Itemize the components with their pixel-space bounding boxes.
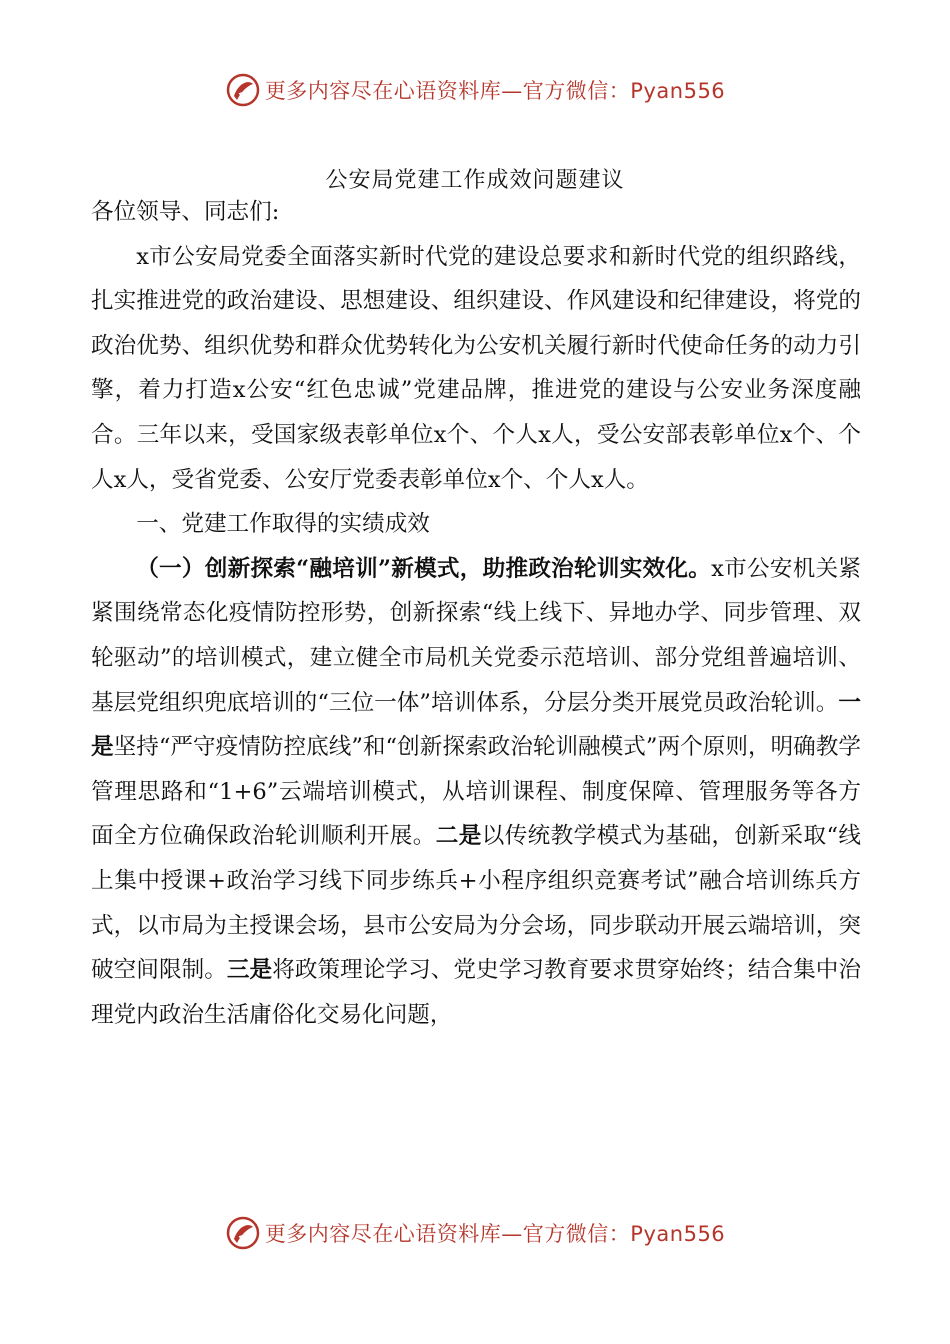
point-label: 三是 [226,957,273,984]
greeting: 各位领导、同志们: [91,199,280,225]
logo-icon [225,72,261,108]
subsection-text: x市公安机关紧紧围绕常态化疫情防控形势，创新探索“线上线下、异地办学、同步管理、双轮驱动”的培训模式，建立健全市局机关党委示范培训、部分党组普遍培训、基层党组织兜底培训的“三位一体”培训体系，分层分类开展党员政治轮训。 [91,555,861,716]
intro-paragraph: x市公安局党委全面落实新时代党的建设总要求和新时代党的组织路线，扎实推进党的政治建设、思想建设、组织建设、作风建设和纪律建设，将党的政治优势、组织优势和群众优势转化为公安机关履行新时代使命任务的动力引擎，着力打造x公安“红色忠诚”党建品牌，推进党的建设与公安业务深度融合。三年以来，受国家级表彰单位x个、个人x人，受公安部表彰单位x个、个人x人，受省党委、公安厅党委表彰单位x个、个人x人。 [91,243,861,493]
subsection-paragraph [91,547,861,1038]
point-text: 将政策理论学习、党史学习教育要求贯穿始终；结合集中治理党内政治生活庸俗化交易化问题， [91,957,862,1028]
point-text: 以传统教学模式为基础，创新采取“线上集中授课+政治学习线下同步练兵+小程序组织竞赛考试”融合培训练兵方式，以市局为主授课会场，县市公安局为分会场，同步联动开展云端培训，突破空间限制。 [91,823,861,984]
watermark-text: 更多内容尽在心语资料库—官方微信：Pyan556 [264,79,726,103]
footer-watermark [0,1215,950,1251]
header-watermark [0,72,950,108]
subsection-heading: （一）创新探索“融培训”新模式，助推政治轮训实效化。 [136,555,712,582]
document-title: 公安局党建工作成效问题建议 [325,168,625,193]
logo-icon [225,1215,261,1251]
point-label: 二是 [435,823,482,850]
section-heading: 一、党建工作取得的实绩成效 [136,511,430,538]
document-body [91,190,861,1037]
point-label: 一是 [91,689,861,761]
watermark-text: 更多内容尽在心语资料库—官方微信：Pyan556 [264,1222,726,1246]
point-text: 坚持“严守疫情防控底线”和“创新探索政治轮训融模式”两个原则，明确教学管理思路和“1+6”云端培训模式，从培训课程、制度保障、管理服务等各方面全方位确保政治轮训顺利开展。 [91,734,862,850]
